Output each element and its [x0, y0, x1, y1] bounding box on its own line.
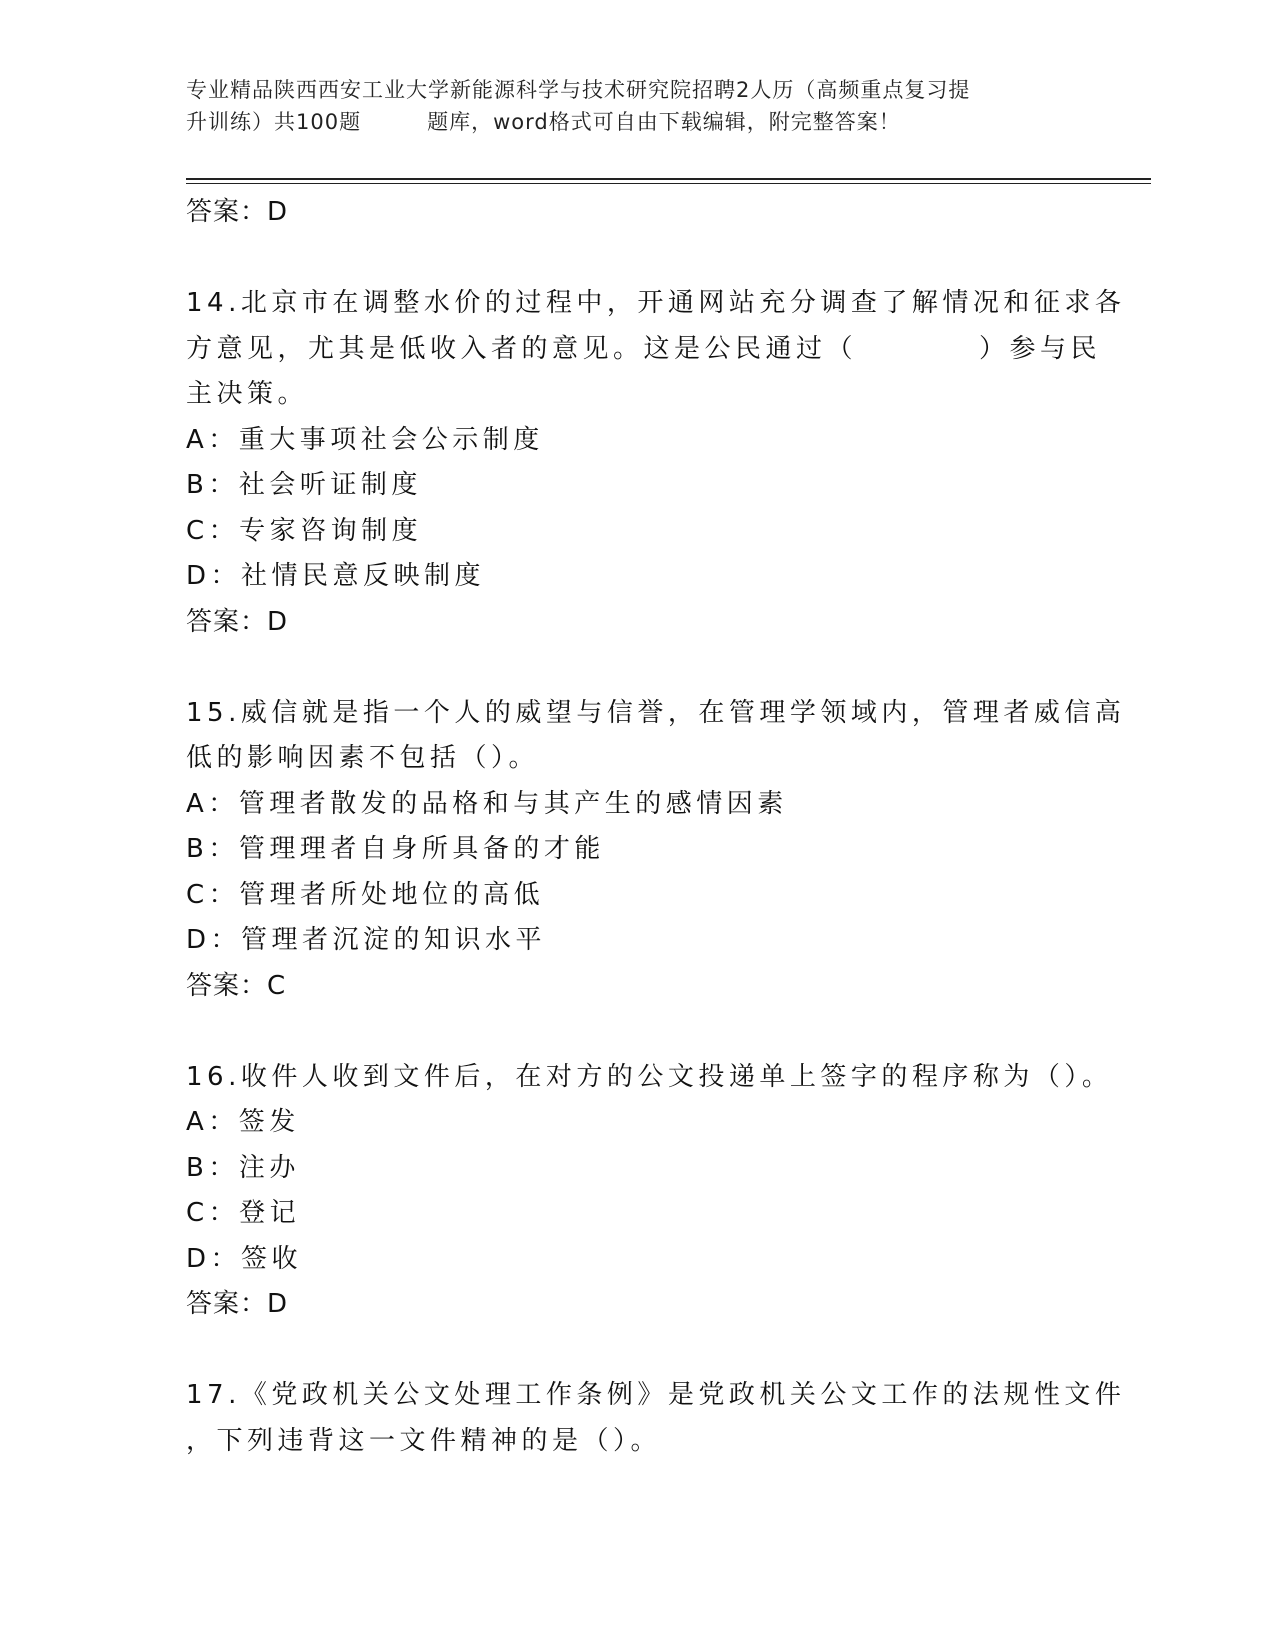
header-line-1: 专业精品陕西西安工业大学新能源科学与技术研究院招聘2人历（高频重点复习提: [186, 78, 971, 102]
question-line: 低的影响因素不包括（）。: [186, 743, 540, 773]
question-15: [186, 691, 1126, 1010]
spacer: [186, 645, 1106, 691]
option-d: D：签收: [186, 1243, 303, 1274]
answer-line: 答案：D: [186, 606, 289, 637]
option-d: D：管理者沉淀的知识水平: [186, 925, 547, 955]
spacer: [186, 1009, 1106, 1055]
spacer: [186, 1328, 1106, 1374]
answer-line: 答案：D: [186, 197, 289, 227]
option-c: C：登记: [186, 1198, 301, 1228]
question-16: [186, 1055, 1113, 1328]
question-line: 17.《党政机关公文处理工作条例》是党政机关公文工作的法规性文件: [186, 1380, 1126, 1410]
option-a: A：重大事项社会公示制度: [186, 424, 544, 455]
question-line: 15.威信就是指一个人的威望与信誉，在管理学领域内，管理者威信高: [186, 697, 1126, 728]
option-b: B：管理理者自身所具备的才能: [186, 834, 605, 864]
question-text: [186, 1055, 1113, 1101]
option-d: D：社情民意反映制度: [186, 561, 486, 591]
question-17: [186, 1373, 1126, 1464]
spacer: [186, 236, 1106, 282]
question-line: 主决策。: [186, 379, 309, 409]
option-b: B：注办: [186, 1152, 300, 1183]
option-a: A：签发: [186, 1107, 300, 1137]
question-line: 14.北京市在调整水价的过程中，开通网站充分调查了解情况和征求各: [186, 288, 1126, 318]
document-body: [186, 190, 1126, 1464]
option-c: C：管理者所处地位的高低: [186, 879, 545, 910]
question-line: 16.收件人收到文件后，在对方的公文投递单上签字的程序称为（）。: [186, 1061, 1113, 1092]
question-text: [186, 281, 1126, 418]
header-divider-thick: [186, 178, 1151, 180]
answer-line: 答案：D: [186, 1289, 289, 1319]
document-header: [186, 74, 1086, 138]
question-line: 方意见，尤其是低收入者的意见。这是公民通过（ ）参与民: [186, 333, 1102, 364]
option-a: A：管理者散发的品格和与其产生的感情因素: [186, 788, 788, 819]
option-b: B：社会听证制度: [186, 470, 422, 500]
answer-line: 答案：C: [186, 970, 287, 1001]
question-line: ，下列违背这一文件精神的是（）。: [186, 1425, 662, 1456]
question-text: [186, 691, 1126, 782]
question-text: [186, 1373, 1126, 1464]
header-line-2: 升训练）共100题 题库，word格式可自由下载编辑，附完整答案！: [186, 110, 901, 134]
option-c: C：专家咨询制度: [186, 515, 423, 546]
question-14: [186, 281, 1126, 645]
header-divider-thin: [186, 183, 1151, 184]
